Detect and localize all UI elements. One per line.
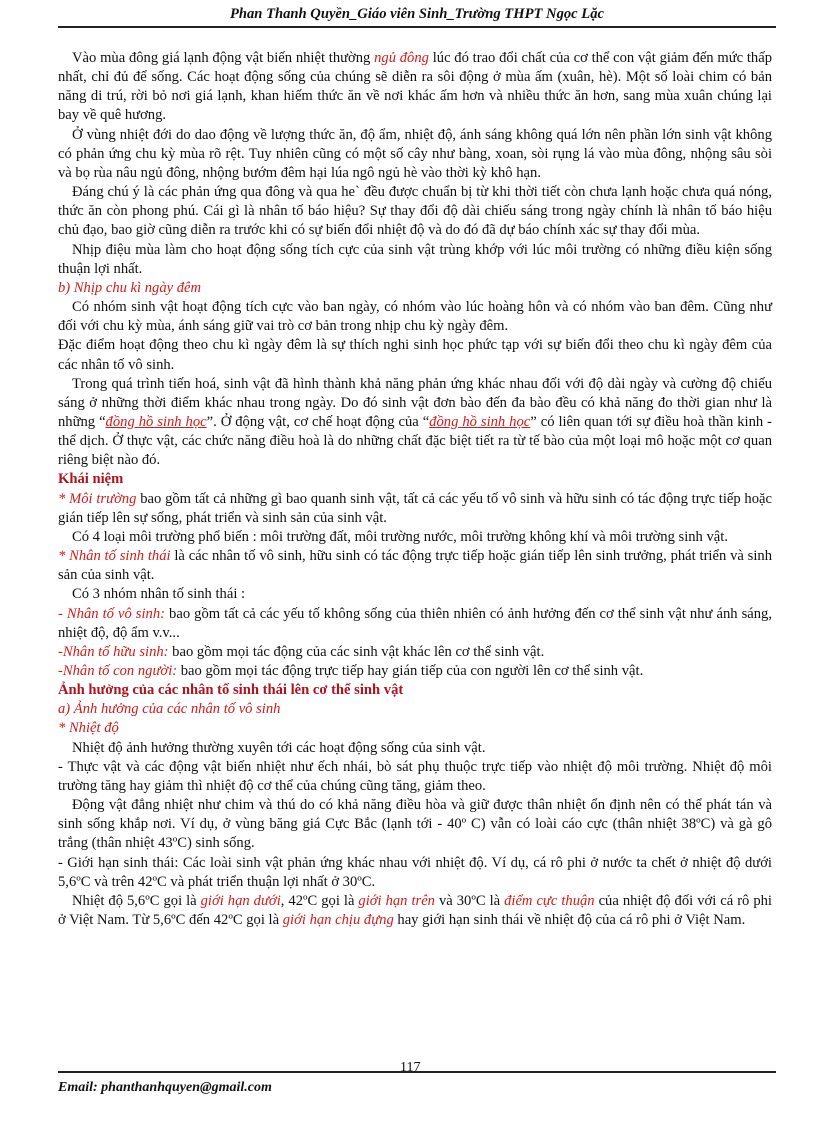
highlight-term: * Môi trường bbox=[58, 490, 137, 507]
paragraph: Nhịp điệu mùa làm cho hoạt động sống tích cực của sinh vật trùng khớp với lúc môi trường có những điều kiện sống thuận lợi nhất. bbox=[58, 241, 772, 277]
highlight-term: * Nhân tố sinh thái bbox=[58, 548, 171, 565]
paragraph: - Nhân tố vô sinh: bao gồm tất cả các yếu tố không sống của thiên nhiên có ảnh hưởng đến cơ thể sinh vật như ánh sáng, nhiệt độ, độ ẩm v.v... bbox=[58, 605, 772, 641]
paragraph: -Nhân tố hữu sinh: bao gồm mọi tác động của các sinh vật khác lên cơ thể sinh vật. bbox=[58, 643, 545, 660]
highlight-term: ngủ đông bbox=[374, 50, 429, 66]
subheading-day-night-rhythm: b) Nhịp chu kì ngày đêm bbox=[58, 279, 202, 296]
paragraph: Nhiệt độ ảnh hưởng thường xuyên tới các hoạt động sống của sinh vật. bbox=[72, 739, 486, 756]
footer-email: Email: phanthanhquyen@gmail.com bbox=[58, 1080, 272, 1095]
highlight-term: điểm cực thuận bbox=[504, 892, 595, 909]
paragraph: - Giới hạn sinh thái: Các loài sinh vật phản ứng khác nhau với nhiệt độ. Ví dụ, cá rô phi ở nước ta chết ở nhiệt độ dưới 5,6ºC và trên 42ºC và phát triển thuận lợi nhất ở 30ºC. bbox=[58, 854, 772, 890]
heading-influence: Ảnh hưởng của các nhân tố sinh thái lên cơ thể sinh vật bbox=[58, 682, 404, 699]
page-number: 117 bbox=[400, 1060, 421, 1075]
paragraph: Có nhóm sinh vật hoạt động tích cực vào ban ngày, có nhóm vào lúc hoàng hôn và có nhóm vào ban đêm. Cũng như đối với chu kỳ mùa, ánh sáng giữ vai trò cơ bản trong nhịp chu kỳ ngày đêm. bbox=[58, 299, 772, 335]
paragraph: Đáng chú ý là các phản ứng qua đông và qua he` đều được chuẩn bị từ khi thời tiết còn chưa lạnh hoặc chưa quá nóng, thức ăn còn phong phú. Cái gì là nhân tố báo hiệu? Sự thay đổi độ dài chiếu sáng trong ngày chính là nhân tố báo hiệu chủ đạo, bao giờ cũng diễn ra trước khi có sự biến đổi nhiệt độ và do đó đã dự báo chính xác sự thay đổi mùa. bbox=[58, 184, 772, 239]
highlight-term: -Nhân tố con người: bbox=[58, 663, 178, 679]
subheading-abiotic: a) Ảnh hưởng của các nhân tố vô sinh bbox=[58, 701, 281, 718]
paragraph: Đặc điểm hoạt động theo chu kì ngày đêm là sự thích nghi sinh học phức tạp với sự biến đổi theo chu kì ngày đêm của các nhân tố vô sinh. bbox=[58, 337, 772, 373]
highlight-term: giới hạn dưới bbox=[200, 892, 281, 909]
paragraph: * Nhân tố sinh thái là các nhân tố vô sinh, hữu sinh có tác động trực tiếp hoặc gián tiếp lên sinh trưởng, phát triển và sinh sản của sinh vật. bbox=[58, 548, 772, 584]
paragraph: -Nhân tố con người: bao gồm mọi tác động trực tiếp hay gián tiếp của con người lên cơ thể sinh vật. bbox=[58, 663, 644, 679]
heading-concept: Khái niệm bbox=[58, 471, 124, 488]
paragraph: Ở vùng nhiệt đới do dao động về lượng thức ăn, độ ẩm, nhiệt độ, ánh sáng không quá lớn nên phần lớn sinh vật không có phản ứng chu kỳ mùa rõ rệt. Tuy nhiên cũng có một số cây như bàng, xoan, sòi rụng lá vào mùa đông, nhộng sâu sòi và bọ rùa nâu ngủ đông, nhộng bướm đêm hại lúa ngô ngủ hè vào thời kỳ khô hạn. bbox=[58, 126, 772, 181]
paragraph: Vào mùa đông giá lạnh động vật biến nhiệt thường ngủ đông lúc đó trao đổi chất của cơ thể con vật giảm đến mức thấp nhất, chỉ đủ để sống. Các hoạt động sống của chúng sẽ diễn ra sôi động ở mùa ấm (xuân, hè). Một số loài chim có bản năng di trú, rời bỏ nơi giá lạnh, khan hiếm thức ăn về nơi khác ấm hơn và nhiều thức ăn hơn, sang mùa xuân chúng lại bay về quê hương. bbox=[58, 50, 772, 124]
header-title: Phan Thanh Quyền_Giáo viên Sinh_Trường THPT Ngọc Lặc bbox=[229, 6, 604, 22]
paragraph: Trong quá trình tiến hoá, sinh vật đã hình thành khả năng phản ứng khác nhau đối với độ dài ngày và cường độ chiếu sáng ở những thời điểm khác nhau trong ngày. Do đó sinh vật đơn bào đến đa bào đều có khả năng đo thời gian như là những “đồng hồ sinh học”. Ở động vật, cơ chế hoạt động của “đồng hồ sinh học” có liên quan tới sự điều hoà thần kinh - thể dịch. Ở thực vật, các chức năng điều hoà là do những chất đặc biệt tiết ra từ tế bào của một loại mô hoặc một cơ quan riêng biệt nào đó. bbox=[58, 375, 772, 469]
highlight-term: giới hạn trên bbox=[358, 892, 435, 909]
highlight-term: - Nhân tố vô sinh: bbox=[58, 605, 165, 622]
paragraph: Có 3 nhóm nhân tố sinh thái : bbox=[72, 586, 246, 603]
paragraph: - Thực vật và các động vật biến nhiệt như ếch nhái, bò sát phụ thuộc trực tiếp vào nhiệt độ môi trường. Nhiệt độ môi trường tăng hay giảm thì nhiệt độ cơ thể của chúng cũng tăng, giảm theo. bbox=[58, 758, 772, 794]
paragraph: Có 4 loại môi trường phổ biến : môi trường đất, môi trường nước, môi trường không khí và môi trường sinh vật. bbox=[72, 528, 728, 545]
paragraph: Nhiệt độ 5,6ºC gọi là giới hạn dưới, 42ºC gọi là giới hạn trên và 30ºC là điểm cực thuận của nhiệt độ đối với cá rô phi ở Việt Nam. Từ 5,6ºC đến 42ºC gọi là giới hạn chịu đựng hay giới hạn sinh thái về nhiệt độ của cá rô phi ở Việt Nam. bbox=[58, 892, 772, 929]
highlight-term: giới hạn chịu đựng bbox=[282, 912, 394, 929]
paragraph: * Môi trường bao gồm tất cả những gì bao quanh sinh vật, tất cả các yếu tố vô sinh và hữu sinh có tác động trực tiếp hoặc gián tiếp lên sự sống, phát triển và sinh sản của sinh vật. bbox=[58, 490, 772, 526]
page-header bbox=[58, 4, 776, 28]
subheading-temperature: * Nhiệt độ bbox=[58, 720, 119, 737]
paragraph: Động vật đẳng nhiệt như chim và thú do có khả năng điều hòa và giữ được thân nhiệt ổn định nên có thể phát tán và sinh sống khắp nơi. Ví dụ, ở vùng băng giá Cực Bắc (lạnh tới - 40º C) vẫn có loài cáo cực (thân nhiệt 38ºC) và gà gô trắng (thân nhiệt 43ºC) sinh sống. bbox=[58, 797, 772, 852]
highlight-term: đồng hồ sinh học bbox=[105, 413, 207, 430]
highlight-term: đồng hồ sinh học bbox=[429, 413, 531, 430]
document-body bbox=[58, 49, 772, 930]
highlight-term: -Nhân tố hữu sinh: bbox=[58, 643, 169, 660]
